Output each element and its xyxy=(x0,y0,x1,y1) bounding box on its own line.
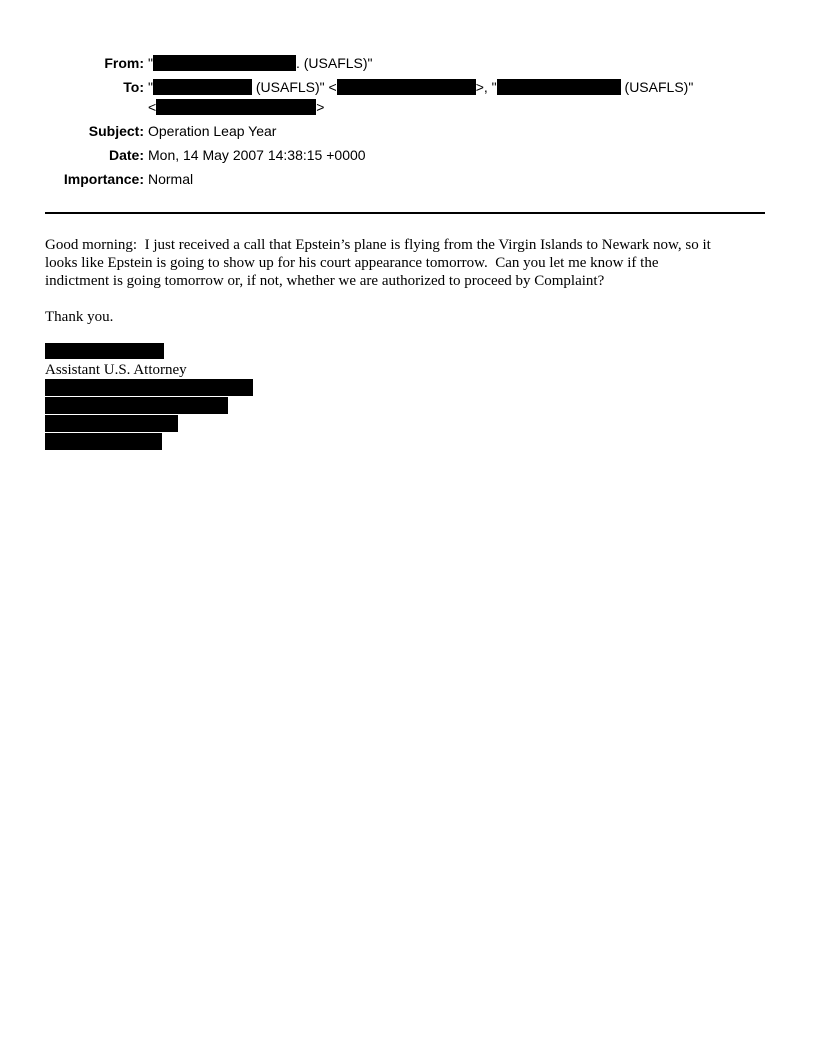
to-open-quote: " xyxy=(148,79,153,95)
subject-label: Subject: xyxy=(88,123,144,139)
body-line: Good morning: I just received a call that Epstein’s plane is flying from the Virgin Islands to Newark now, so it xyxy=(45,237,711,253)
date-row xyxy=(0,147,816,167)
to-line2-open: < xyxy=(148,99,157,115)
redaction-block xyxy=(497,79,621,95)
to-row-continued xyxy=(0,99,816,119)
signature-redaction-line xyxy=(45,379,253,396)
importance-label: Importance: xyxy=(63,171,144,187)
redaction-block xyxy=(156,99,316,115)
from-suffix: . (USAFLS)" xyxy=(295,55,373,71)
signature-name-redaction xyxy=(45,343,164,359)
signature-redaction-line xyxy=(45,433,162,450)
to-part1-suffix: (USAFLS)" < xyxy=(251,79,337,95)
signature-title: Assistant U.S. Attorney xyxy=(45,362,187,378)
importance-value: Normal xyxy=(148,171,194,187)
importance-row xyxy=(0,171,816,191)
redaction-block xyxy=(153,55,296,71)
body-line: looks like Epstein is going to show up for his court appearance tomorrow. Can you let me know if the xyxy=(45,255,659,271)
from-open-quote: " xyxy=(148,55,153,71)
redaction-block xyxy=(337,79,476,95)
signature-redaction-line xyxy=(45,397,228,414)
to-line2-close: > xyxy=(316,99,325,115)
to-label: To: xyxy=(123,79,144,95)
to-part3-suffix: (USAFLS)" xyxy=(620,79,694,95)
from-label: From: xyxy=(104,55,144,71)
date-label: Date: xyxy=(108,147,144,163)
subject-row xyxy=(0,123,816,143)
header-divider xyxy=(45,212,765,214)
date-value: Mon, 14 May 2007 14:38:15 +0000 xyxy=(148,147,366,163)
body-line: indictment is going tomorrow or, if not, whether we are authorized to proceed by Complaint? xyxy=(45,273,605,289)
to-value-line2 xyxy=(148,99,324,115)
to-part2-suffix: >, " xyxy=(475,79,497,95)
subject-value: Operation Leap Year xyxy=(148,123,277,139)
signature-redaction-line xyxy=(45,415,178,432)
to-row xyxy=(0,79,816,99)
to-value xyxy=(148,79,693,95)
from-row xyxy=(0,55,816,75)
redaction-block xyxy=(153,79,252,95)
from-value xyxy=(148,55,373,71)
closing-text: Thank you. xyxy=(45,309,114,325)
